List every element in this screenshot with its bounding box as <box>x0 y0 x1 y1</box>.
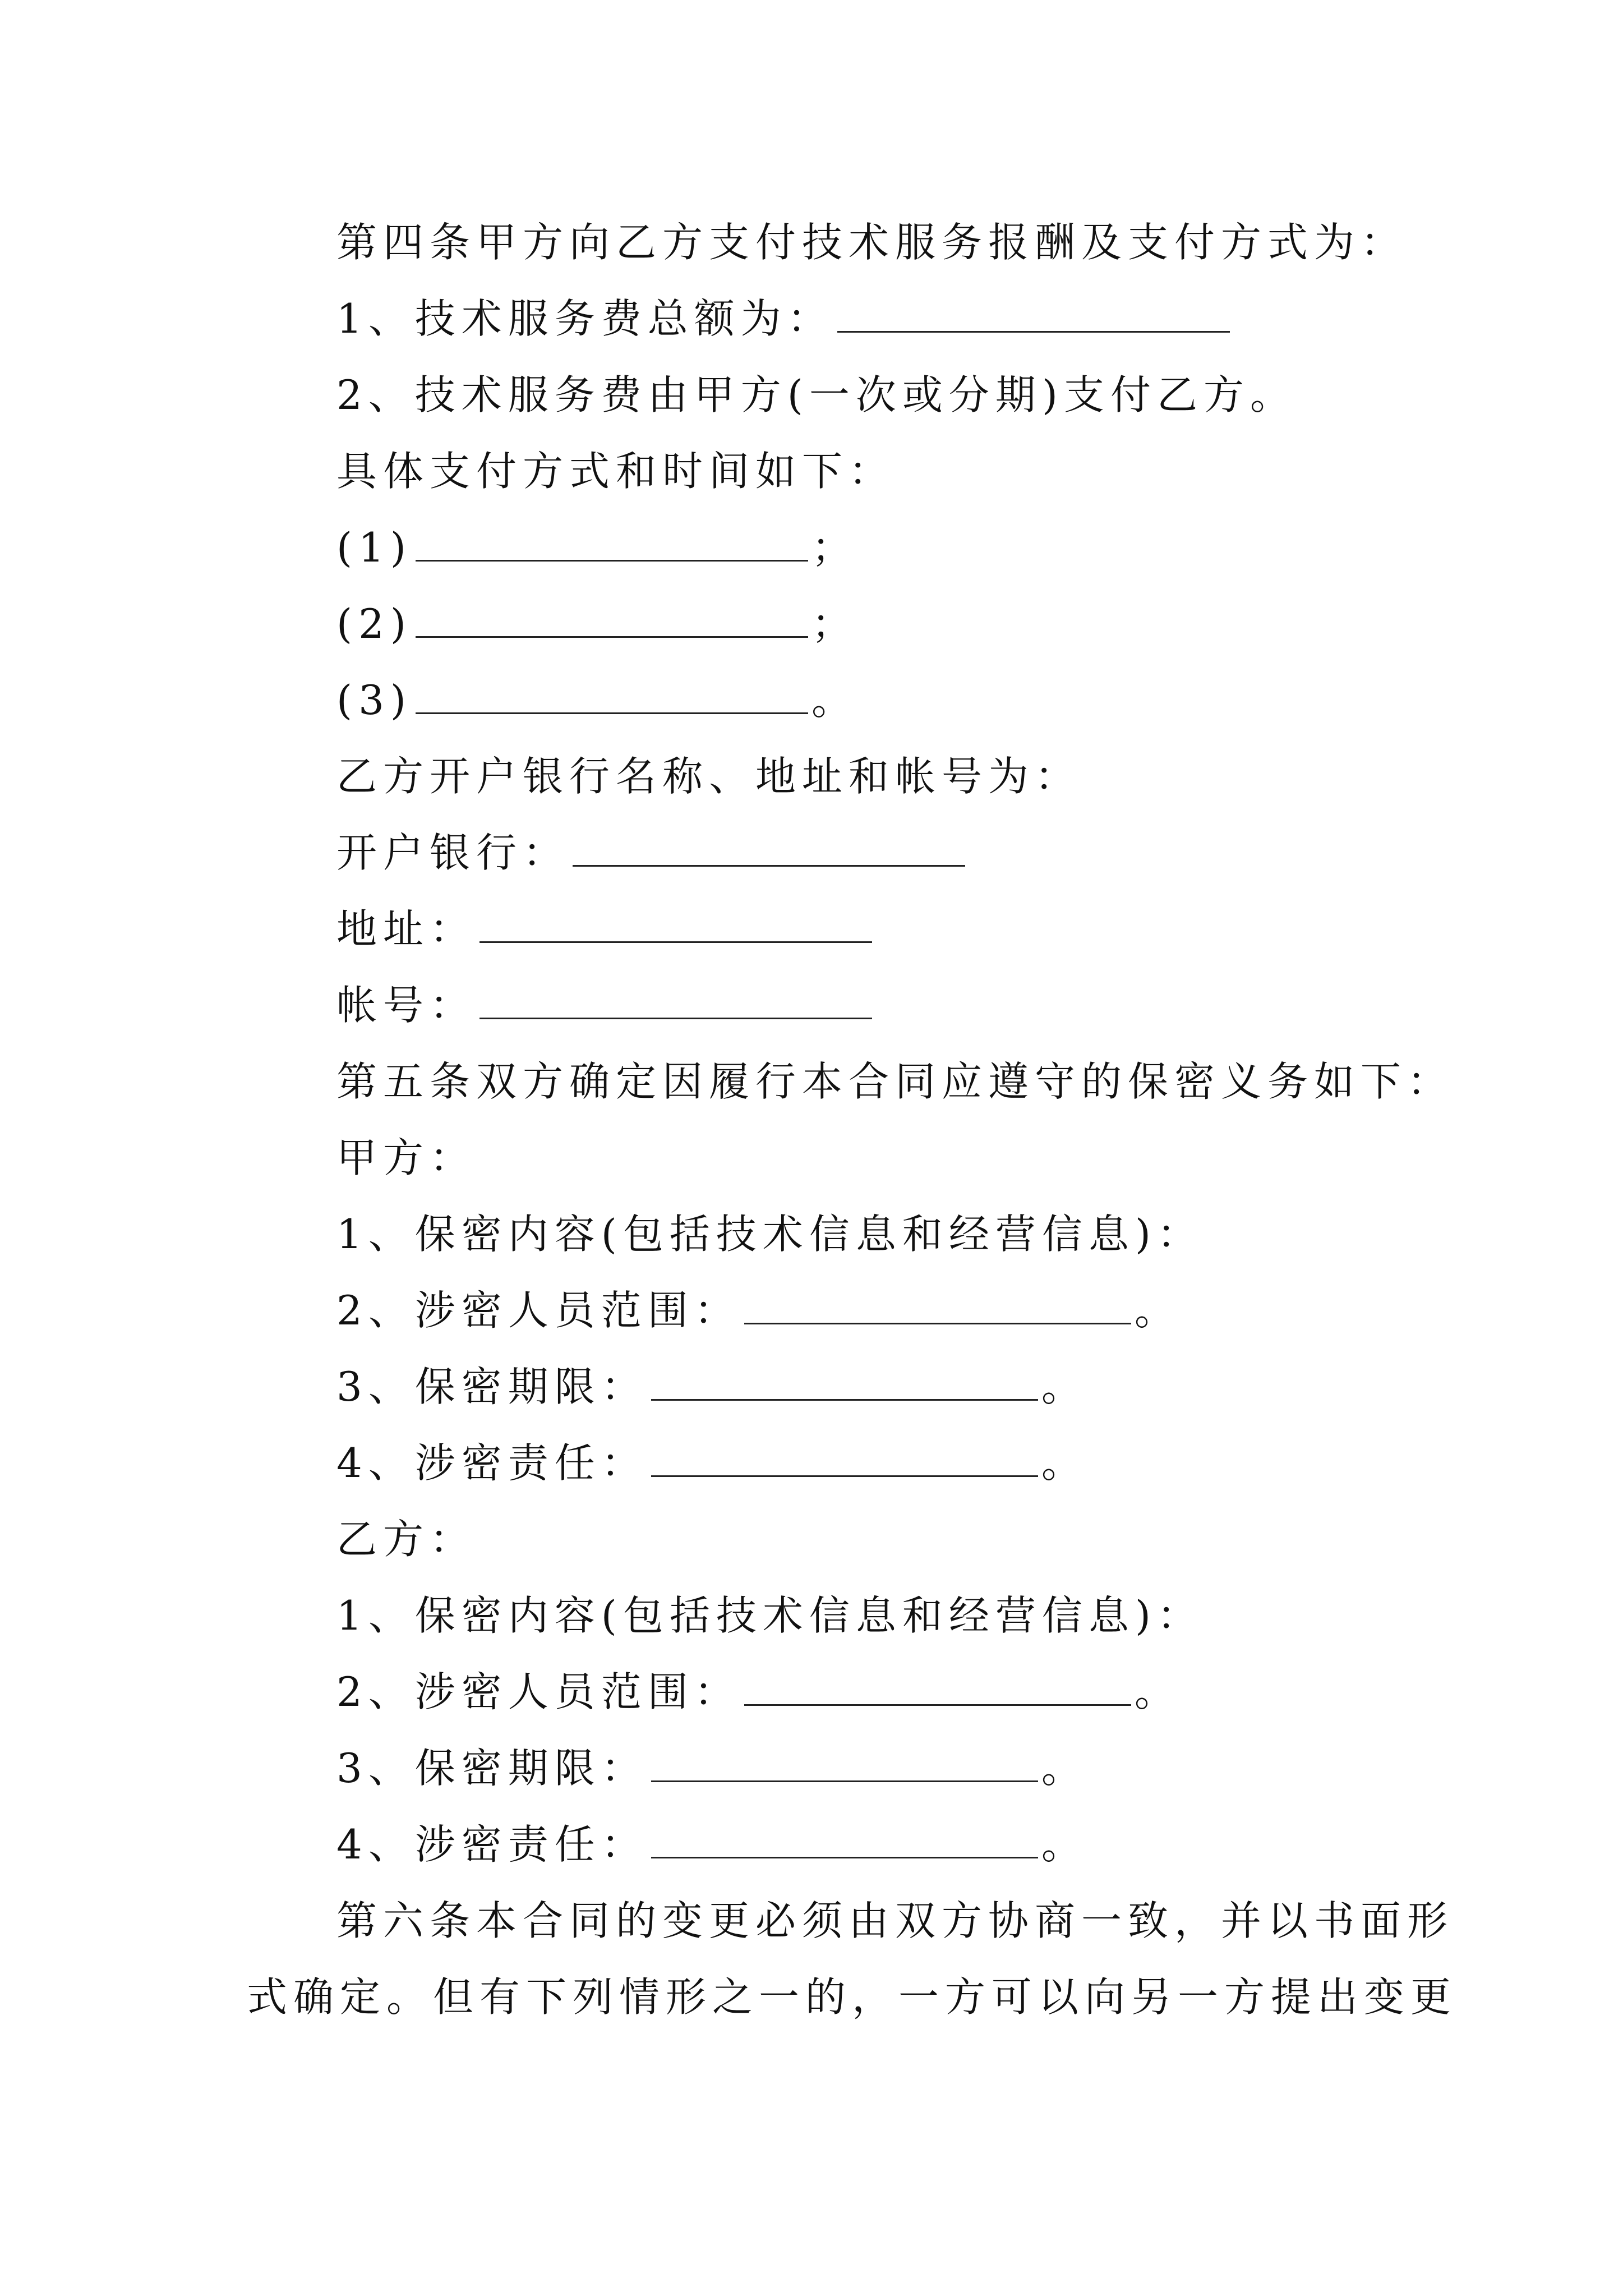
party-b-personnel-end: 。 <box>1134 1668 1181 1715</box>
party-a-term-blank[interactable] <box>651 1364 1038 1401</box>
bank-address-line <box>336 902 875 956</box>
article-5-heading: 第五条双方确定因履行本合同应遵守的保密义务如下： <box>336 1058 1454 1105</box>
party-b-personnel-line <box>336 1665 1181 1719</box>
payment-schedule-item-1 <box>336 521 858 574</box>
schedule-item-3-end: 。 <box>811 677 859 724</box>
party-a-liability-line <box>336 1436 1088 1490</box>
party-b-term-end: 。 <box>1041 1745 1088 1792</box>
party-b-label: 乙方： <box>336 1516 477 1563</box>
party-a-personnel-line <box>336 1283 1181 1337</box>
schedule-item-2-label: (2) <box>336 600 412 647</box>
party-a-personnel-end: 。 <box>1134 1287 1181 1334</box>
bank-address-label: 地址： <box>336 905 477 953</box>
party-b-secret-content: 1、保密内容(包括技术信息和经营信息)： <box>336 1592 1204 1639</box>
bank-name-line <box>336 826 969 880</box>
party-a-term-label: 3、保密期限： <box>336 1363 648 1410</box>
bank-account-label: 帐号： <box>336 982 477 1029</box>
bank-name-label: 开户银行： <box>336 829 570 876</box>
party-b-liability-label: 4、涉密责任： <box>336 1821 648 1868</box>
party-a-liability-label: 4、涉密责任： <box>336 1439 648 1487</box>
article-6-line-1: 第六条本合同的变更必须由双方协商一致，并以书面形 <box>336 1897 1454 1944</box>
bank-account-line <box>336 978 875 1032</box>
schedule-item-3-label: (3) <box>336 677 412 724</box>
bank-address-blank[interactable] <box>479 907 872 943</box>
schedule-item-3-blank[interactable] <box>416 678 808 714</box>
article-4-heading: 第四条甲方向乙方支付技术服务报酬及支付方式为： <box>336 219 1408 266</box>
party-a-liability-blank[interactable] <box>651 1441 1038 1477</box>
party-a-personnel-blank[interactable] <box>744 1288 1131 1324</box>
party-a-label: 甲方： <box>336 1134 477 1181</box>
article-6-line-2: 式确定。但有下列情形之一的，一方可以向另一方提出变更 <box>247 1973 1458 2021</box>
payment-schedule-item-3 <box>336 673 858 727</box>
party-a-personnel-label: 2、涉密人员范围： <box>336 1287 741 1334</box>
service-fee-total-label: 1、技术服务费总额为： <box>336 295 834 342</box>
bank-account-blank[interactable] <box>479 983 872 1019</box>
service-fee-total-blank[interactable] <box>837 296 1230 333</box>
schedule-item-2-end: ； <box>811 600 859 647</box>
payment-method-line: 2、技术服务费由甲方(一次或分期)支付乙方。 <box>336 371 1297 418</box>
party-a-term-end: 。 <box>1041 1363 1088 1410</box>
payment-schedule-intro: 具体支付方式和时间如下： <box>336 448 896 495</box>
party-b-liability-end: 。 <box>1041 1821 1088 1868</box>
party-a-term-line <box>336 1360 1088 1414</box>
party-b-liability-blank[interactable] <box>651 1822 1038 1858</box>
party-b-personnel-blank[interactable] <box>744 1669 1131 1706</box>
schedule-item-1-label: (1) <box>336 524 412 571</box>
party-a-secret-content: 1、保密内容(包括技术信息和经营信息)： <box>336 1211 1204 1258</box>
service-fee-total-line <box>336 292 1233 346</box>
schedule-item-1-blank[interactable] <box>416 525 808 562</box>
bank-name-blank[interactable] <box>573 830 965 867</box>
party-b-personnel-label: 2、涉密人员范围： <box>336 1668 741 1715</box>
payment-schedule-item-2 <box>336 597 858 651</box>
schedule-item-2-blank[interactable] <box>416 601 808 638</box>
party-b-term-line <box>336 1741 1088 1795</box>
party-b-term-blank[interactable] <box>651 1746 1038 1782</box>
bank-info-intro: 乙方开户银行名称、地址和帐号为： <box>336 753 1082 800</box>
party-b-term-label: 3、保密期限： <box>336 1745 648 1792</box>
party-a-liability-end: 。 <box>1041 1439 1088 1487</box>
schedule-item-1-end: ； <box>811 524 859 571</box>
party-b-liability-line <box>336 1818 1088 1871</box>
